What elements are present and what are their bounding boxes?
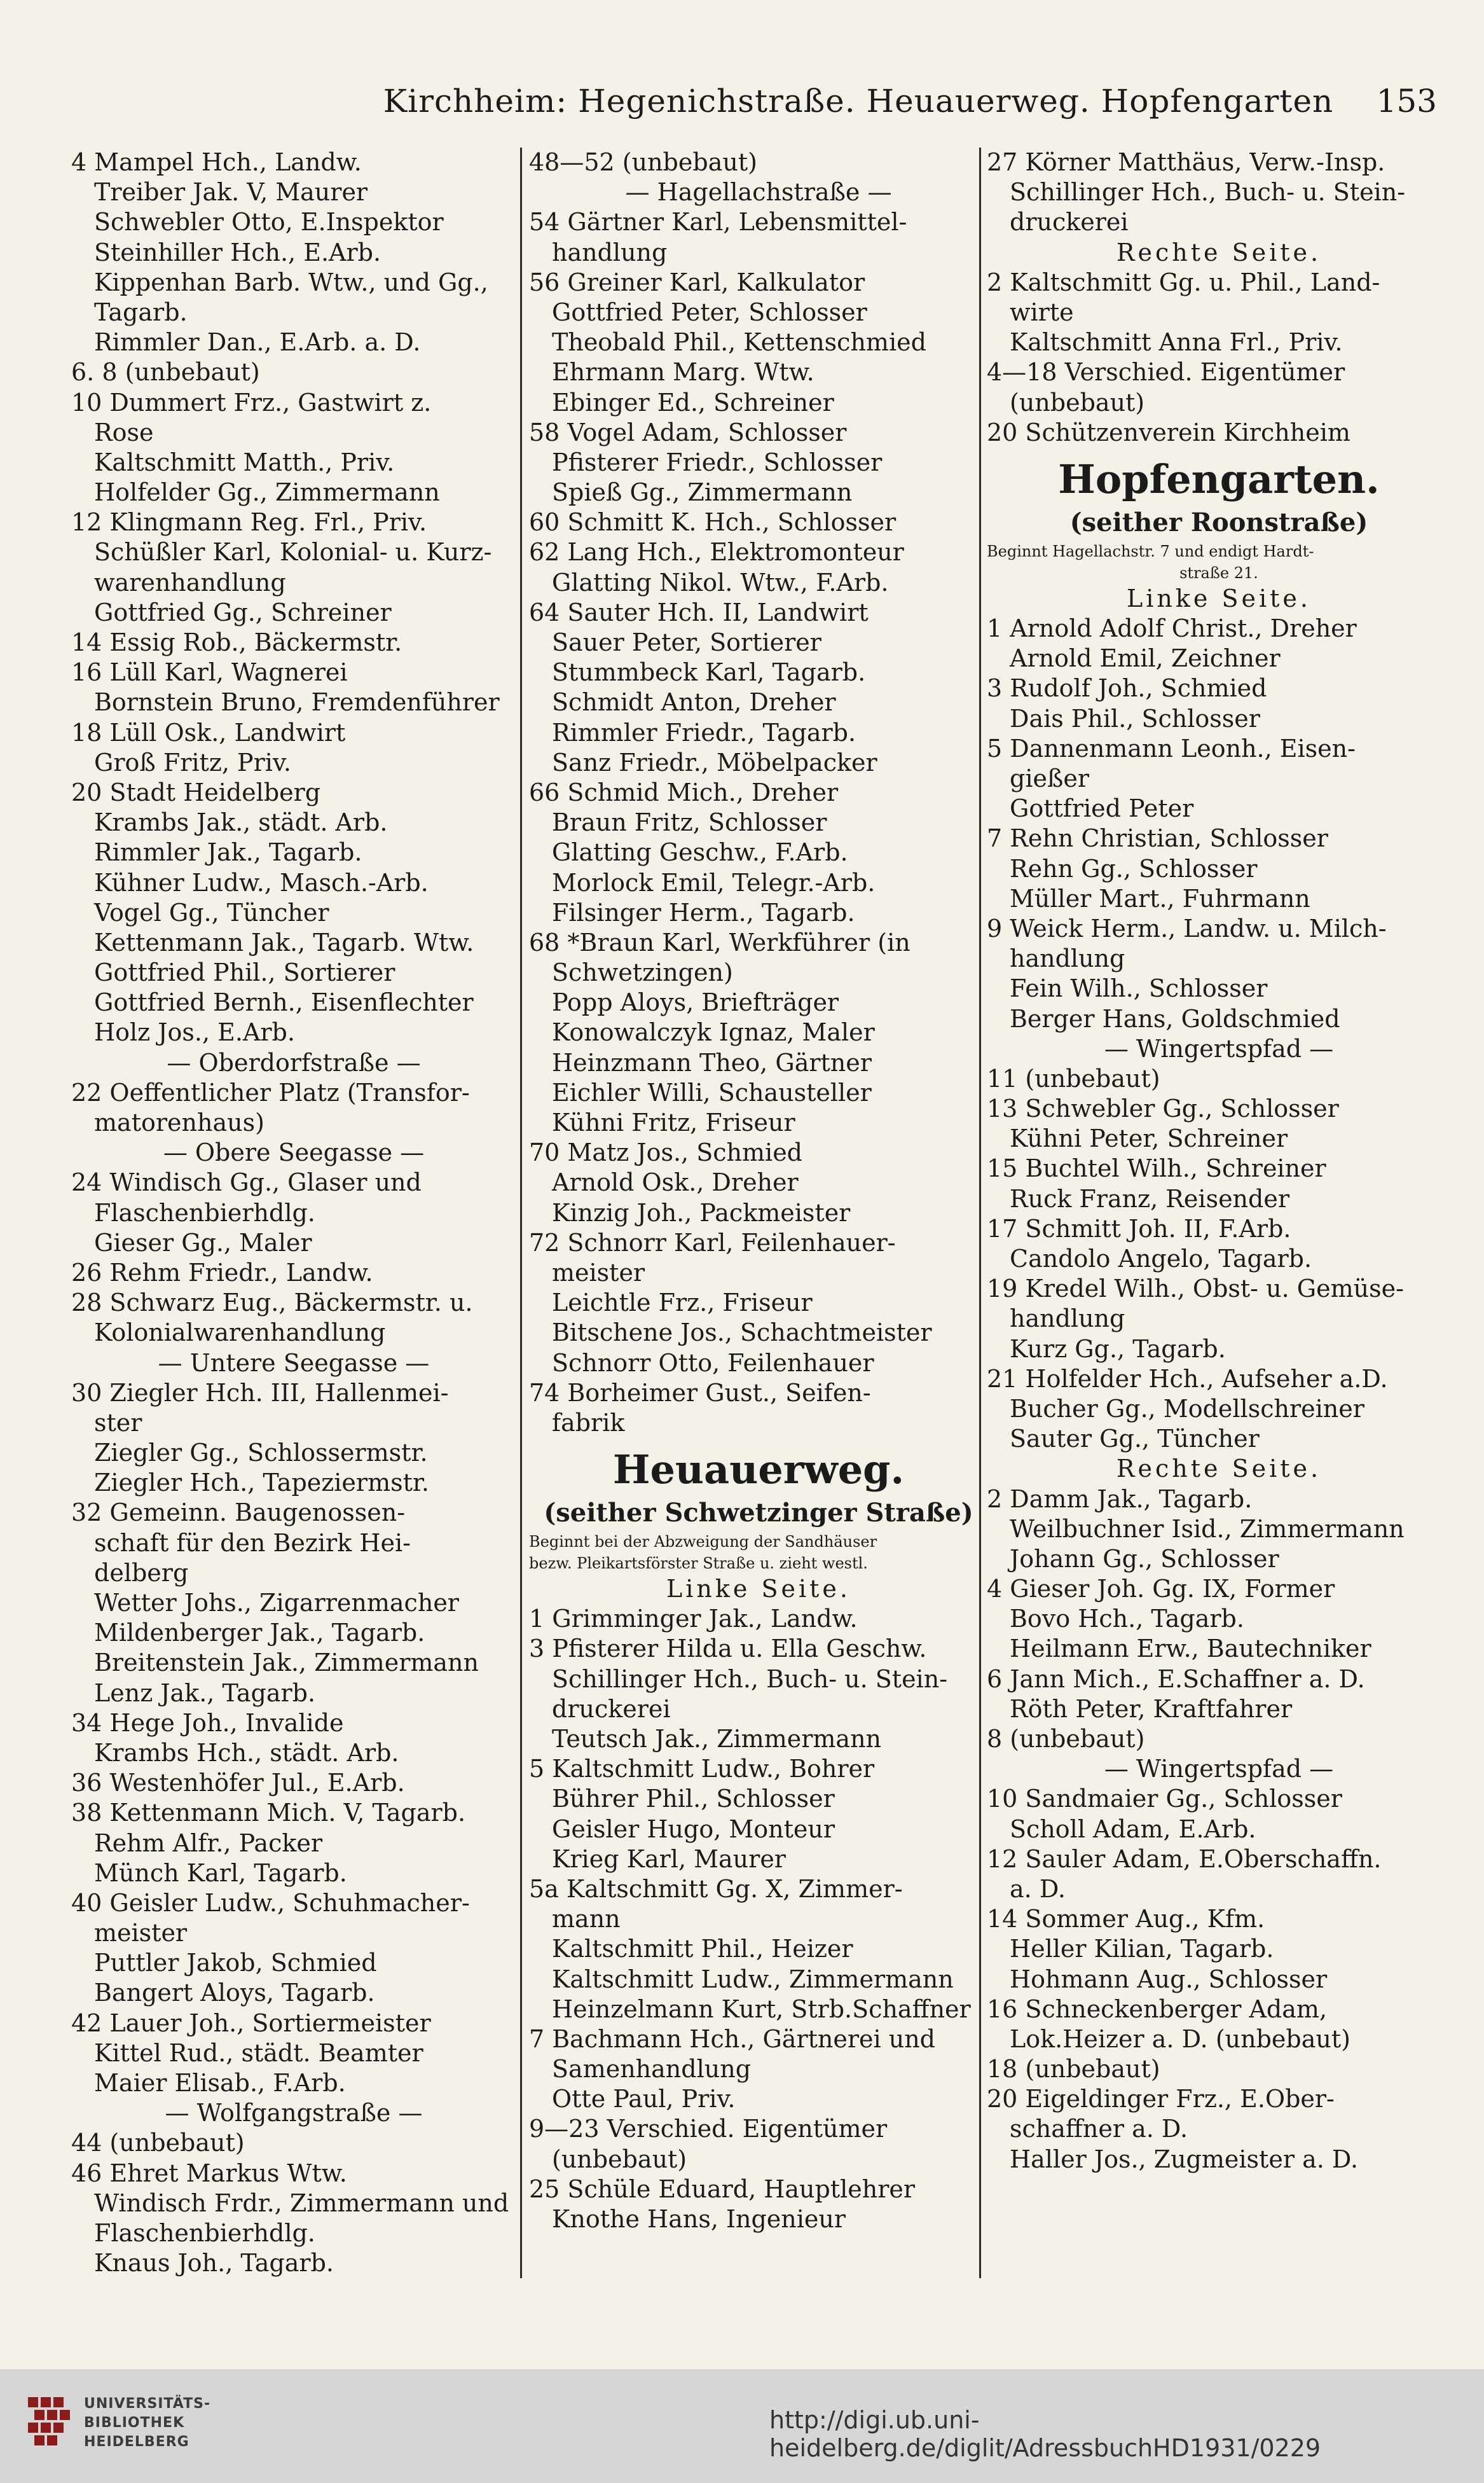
heuauerweg-description-2: bezw. Pleikartsförster Straße u. zieht westl.: [529, 1554, 868, 1573]
column-divider-1: [520, 148, 522, 2278]
hopfengarten-description-1: Beginnt Hagellachstr. 7 und endigt Hardt-: [987, 542, 1314, 560]
directory-entry: 30 Ziegler Hch. III, Hallenmei-: [71, 1378, 449, 1407]
directory-entry: Kühni Fritz, Friseur: [552, 1109, 795, 1137]
directory-entry: Arnold Osk., Dreher: [552, 1168, 799, 1197]
directory-entry: 9 Weick Herm., Landw. u. Milch-: [987, 914, 1387, 943]
directory-entry: 56 Greiner Karl, Kalkulator: [529, 268, 865, 296]
directory-entry: 4 Mampel Hch., Landw.: [71, 148, 362, 176]
directory-entry: Rose: [94, 418, 154, 446]
page-header: [381, 83, 1437, 134]
directory-entry: Eichler Willi, Schausteller: [552, 1078, 872, 1107]
directory-entry: schaffner a. D.: [1010, 2115, 1188, 2143]
directory-entry: Weilbuchner Isid., Zimmermann: [1010, 1514, 1405, 1543]
source-url-link[interactable]: http://digi.ub.uni-heidelberg.de/diglit/AdressbuchHD1931/0229: [769, 2406, 1321, 2462]
directory-entry: 4 Gieser Joh. Gg. IX, Former: [987, 1575, 1335, 1603]
directory-entry: 2 Damm Jak., Tagarb.: [987, 1484, 1253, 1513]
directory-entry: 40 Geisler Ludw., Schuhmacher-: [71, 1888, 470, 1917]
directory-entry: Schwebler Otto, E.Inspektor: [94, 208, 444, 237]
heuauerweg-description-1: Beginnt bei der Abzweigung der Sandhäuser: [529, 1533, 877, 1551]
directory-entry: 68 *Braun Karl, Werkführer (in: [529, 928, 910, 957]
directory-entry: Kippenhan Barb. Wtw., und Gg.,: [94, 268, 488, 296]
directory-entry: Arnold Emil, Zeichner: [1010, 644, 1281, 673]
directory-entry: handlung: [552, 238, 668, 266]
directory-entry: 5a Kaltschmitt Gg. X, Zimmer-: [529, 1874, 903, 1903]
directory-entry: 70 Matz Jos., Schmied: [529, 1138, 803, 1167]
directory-entry: Heilmann Erw., Bautechniker: [1010, 1635, 1371, 1663]
directory-entry: 3 Pfisterer Hilda u. Ella Geschw.: [529, 1635, 927, 1663]
directory-entry: Bitschene Jos., Schachtmeister: [552, 1318, 932, 1347]
directory-entry: 21 Holfelder Hch., Aufseher a.D.: [987, 1364, 1388, 1393]
heuauerweg-section-header: [529, 1438, 988, 1604]
hopfengarten-description-2: straße 21.: [1179, 564, 1258, 582]
directory-entry: Holfelder Gg., Zimmermann: [94, 478, 440, 507]
cross-street-marker: — Wingertspfad —: [1104, 1755, 1334, 1783]
footer-band: [0, 2369, 1484, 2483]
directory-entry: Teutsch Jak., Zimmermann: [552, 1725, 882, 1753]
directory-entry: 20 Stadt Heidelberg: [71, 778, 321, 806]
directory-entry: Popp Aloys, Briefträger: [552, 988, 839, 1017]
directory-entry: 17 Schmitt Joh. II, F.Arb.: [987, 1214, 1291, 1243]
directory-entry: (unbebaut): [1010, 388, 1145, 417]
directory-entry: 64 Sauter Hch. II, Landwirt: [529, 598, 869, 626]
directory-entry: Heinzelmann Kurt, Strb.Schaffner: [552, 1995, 971, 2023]
directory-entry: 14 Essig Rob., Bäckermstr.: [71, 628, 402, 656]
directory-entry: Theobald Phil., Kettenschmied: [552, 328, 926, 357]
directory-entry: Johann Gg., Schlosser: [1010, 1544, 1279, 1573]
page-title: Kirchheim: Hegenichstraße. Heuauerweg. Hopfengarten: [383, 83, 1334, 120]
directory-entry: 8 (unbebaut): [987, 1725, 1145, 1753]
directory-entry: Treiber Jak. V, Maurer: [94, 178, 368, 207]
directory-entry: Schnorr Otto, Feilenhauer: [552, 1348, 874, 1377]
column-2: [529, 148, 988, 2278]
directory-entry: Knothe Hans, Ingenieur: [552, 2205, 846, 2233]
directory-entry: 20 Schützenverein Kirchheim: [987, 418, 1350, 446]
directory-entry: handlung: [1010, 1304, 1125, 1333]
directory-entry: 38 Kettenmann Mich. V, Tagarb.: [71, 1799, 466, 1827]
cross-street-marker: — Wingertspfad —: [1104, 1034, 1334, 1063]
directory-entry: Konowalczyk Ignaz, Maler: [552, 1018, 875, 1047]
directory-entry: Münch Karl, Tagarb.: [94, 1858, 347, 1887]
hopfengarten-entries: [987, 614, 1451, 2175]
directory-entry: Schillinger Hch., Buch- u. Stein-: [1010, 178, 1406, 207]
directory-entry: druckerei: [552, 1694, 671, 1723]
heuauerweg-side-label: Linke Seite.: [666, 1575, 851, 1603]
directory-entry: (unbebaut): [552, 2145, 687, 2173]
directory-entry: 2 Kaltschmitt Gg. u. Phil., Land-: [987, 268, 1380, 296]
directory-entry: Sanz Friedr., Möbelpacker: [552, 748, 877, 777]
logo-text-line-1: UNIVERSITÄTS-: [84, 2396, 211, 2412]
side-label: Rechte Seite.: [1116, 1455, 1322, 1483]
directory-entry: Kaltschmitt Matth., Priv.: [94, 448, 395, 476]
directory-entry: mann: [552, 1905, 621, 1933]
directory-entry: Holz Jos., E.Arb.: [94, 1018, 295, 1047]
directory-entry: 46 Ehret Markus Wtw.: [71, 2159, 347, 2187]
directory-entry: Glatting Geschw., F.Arb.: [552, 838, 848, 867]
directory-entry: 24 Windisch Gg., Glaser und: [71, 1168, 422, 1197]
directory-entry: 62 Lang Hch., Elektromonteur: [529, 538, 904, 567]
directory-entry: Kinzig Joh., Packmeister: [552, 1198, 851, 1227]
directory-entry: 6. 8 (unbebaut): [71, 358, 260, 387]
directory-entry: Kettenmann Jak., Tagarb. Wtw.: [94, 928, 474, 957]
directory-entry: Kurz Gg., Tagarb.: [1010, 1334, 1226, 1363]
logo-text-line-3: HEIDELBERG: [84, 2434, 189, 2450]
directory-entry: druckerei: [1010, 208, 1129, 237]
directory-entry: 74 Borheimer Gust., Seifen-: [529, 1378, 871, 1407]
directory-entry: 48—52 (unbebaut): [529, 148, 757, 176]
directory-entry: 36 Westenhöfer Jul., E.Arb.: [71, 1769, 405, 1797]
directory-entry: 54 Gärtner Karl, Lebensmittel-: [529, 208, 907, 237]
directory-entry: Leichtle Frz., Friseur: [552, 1289, 813, 1317]
directory-entry: 7 Rehn Christian, Schlosser: [987, 824, 1328, 853]
directory-entry: Rimmler Friedr., Tagarb.: [552, 718, 856, 747]
directory-entry: 1 Arnold Adolf Christ., Dreher: [987, 614, 1357, 643]
directory-entry: 3 Rudolf Joh., Schmied: [987, 674, 1267, 703]
directory-entry: 14 Sommer Aug., Kfm.: [987, 1905, 1265, 1933]
directory-entry: Bornstein Bruno, Fremdenführer: [94, 688, 500, 717]
heuauerweg-entries: [529, 1604, 988, 2234]
directory-entry: Gottfried Phil., Sortierer: [94, 958, 395, 987]
hopfengarten-side-label: Linke Seite.: [1127, 584, 1311, 612]
directory-entry: Sauer Peter, Sortierer: [552, 628, 821, 656]
directory-entry: Kühni Peter, Schreiner: [1010, 1124, 1288, 1153]
directory-entry: Wetter Johs., Zigarrenmacher: [94, 1589, 459, 1617]
directory-entry: 66 Schmid Mich., Dreher: [529, 778, 839, 806]
directory-entry: Hohmann Aug., Schlosser: [1010, 1965, 1328, 1993]
cross-street-marker: — Oberdorfstraße —: [167, 1048, 421, 1077]
directory-entry: Schüßler Karl, Kolonial- u. Kurz-: [94, 538, 492, 567]
directory-entry: Flaschenbierhdlg.: [94, 2218, 315, 2247]
heuauerweg-title: Heuauerweg.: [612, 1446, 905, 1493]
directory-entry: 18 Lüll Osk., Landwirt: [71, 718, 346, 747]
column-1: [71, 148, 516, 2278]
directory-entry: Rimmler Dan., E.Arb. a. D.: [94, 328, 421, 357]
directory-entry: Bovo Hch., Tagarb.: [1010, 1605, 1244, 1633]
directory-entry: 10 Dummert Frz., Gastwirt z.: [71, 388, 432, 417]
directory-entry: 32 Gemeinn. Baugenossen-: [71, 1498, 406, 1527]
directory-entry: 42 Lauer Joh., Sortiermeister: [71, 2009, 431, 2037]
directory-entry: Heinzmann Theo, Gärtner: [552, 1048, 872, 1077]
directory-entry: Schillinger Hch., Buch- u. Stein-: [552, 1664, 948, 1693]
directory-entry: 5 Dannenmann Leonh., Eisen-: [987, 734, 1356, 763]
directory-entry: Ziegler Hch., Tapeziermstr.: [94, 1469, 429, 1497]
directory-entry: Fein Wilh., Schlosser: [1010, 974, 1268, 1003]
directory-entry: 13 Schwebler Gg., Schlosser: [987, 1095, 1339, 1123]
directory-entry: Flaschenbierhdlg.: [94, 1198, 315, 1227]
side-label: Rechte Seite.: [1116, 238, 1322, 266]
directory-entry: Kaltschmitt Anna Frl., Priv.: [1010, 328, 1343, 357]
directory-entry: Rehm Alfr., Packer: [94, 1829, 323, 1857]
directory-entry: Scholl Adam, E.Arb.: [1010, 1815, 1256, 1843]
directory-entry: Lenz Jak., Tagarb.: [94, 1678, 316, 1707]
directory-entry: Krambs Hch., städt. Arb.: [94, 1738, 399, 1767]
directory-entry: Lok.Heizer a. D. (unbebaut): [1010, 2024, 1350, 2053]
directory-entry: Kaltschmitt Ludw., Zimmermann: [552, 1965, 954, 1993]
directory-entry: fabrik: [552, 1408, 625, 1437]
cross-street-marker: — Hagellachstraße —: [625, 178, 892, 207]
directory-entry: Kaltschmitt Phil., Heizer: [552, 1935, 853, 1963]
directory-entry: 7 Bachmann Hch., Gärtnerei und: [529, 2024, 936, 2053]
directory-entry: schaft für den Bezirk Hei-: [94, 1528, 411, 1557]
directory-entry: Mildenberger Jak., Tagarb.: [94, 1619, 425, 1647]
directory-entry: Krambs Jak., städt. Arb.: [94, 808, 388, 837]
directory-entry: Gottfried Gg., Schreiner: [94, 598, 392, 626]
directory-entry: Spieß Gg., Zimmermann: [552, 478, 853, 507]
directory-entry: 16 Schneckenberger Adam,: [987, 1995, 1328, 2023]
directory-entry: 72 Schnorr Karl, Feilenhauer-: [529, 1228, 896, 1257]
directory-entry: Groß Fritz, Priv.: [94, 748, 291, 777]
directory-entry: Braun Fritz, Schlosser: [552, 808, 827, 837]
directory-entry: matorenhaus): [94, 1109, 265, 1137]
directory-entry: a. D.: [1010, 1874, 1066, 1903]
directory-entry: Puttler Jakob, Schmied: [94, 1949, 377, 1977]
directory-entry: 34 Hege Joh., Invalide: [71, 1708, 344, 1737]
directory-entry: Gieser Gg., Maler: [94, 1228, 312, 1257]
directory-entry: Rehn Gg., Schlosser: [1010, 854, 1258, 883]
directory-entry: 6 Jann Mich., E.Schaffner a. D.: [987, 1664, 1365, 1693]
directory-entry: 20 Eigeldinger Frz., E.Ober-: [987, 2085, 1335, 2113]
directory-entry: 1 Grimminger Jak., Landw.: [529, 1605, 858, 1633]
directory-entry: Glatting Nikol. Wtw., F.Arb.: [552, 568, 889, 597]
directory-entry: 18 (unbebaut): [987, 2055, 1160, 2084]
directory-entry: Windisch Frdr., Zimmermann und: [94, 2189, 509, 2217]
directory-entry: 22 Oeffentlicher Platz (Transfor-: [71, 1078, 470, 1107]
university-library-logo-icon: [25, 2393, 75, 2451]
directory-entry: Gottfried Bernh., Eisenflechter: [94, 988, 474, 1017]
directory-entry: 26 Rehm Friedr., Landw.: [71, 1258, 373, 1287]
directory-entry: 58 Vogel Adam, Schlosser: [529, 418, 847, 446]
directory-entry: Heller Kilian, Tagarb.: [1010, 1935, 1274, 1963]
cross-street-marker: — Untere Seegasse —: [158, 1348, 430, 1377]
directory-entry: Candolo Angelo, Tagarb.: [1010, 1245, 1312, 1273]
directory-entry: Bangert Aloys, Tagarb.: [94, 1979, 375, 2007]
directory-entry: Bucher Gg., Modellschreiner: [1010, 1394, 1364, 1423]
directory-entry: Tagarb.: [94, 298, 188, 326]
directory-entry: 28 Schwarz Eug., Bäckermstr. u.: [71, 1289, 473, 1317]
directory-entry: 11 (unbebaut): [987, 1064, 1160, 1093]
hegenichstrasse-entries-cont: [529, 148, 988, 1438]
cross-street-marker: — Wolfgangstraße —: [165, 2099, 423, 2127]
directory-entry: 15 Buchtel Wilh., Schreiner: [987, 1154, 1326, 1183]
directory-entry: meister: [94, 1919, 188, 1947]
directory-entry: Kittel Rud., städt. Beamter: [94, 2038, 423, 2067]
directory-entry: 12 Sauler Adam, E.Oberschaffn.: [987, 1844, 1382, 1873]
directory-entry: Schwetzingen): [552, 958, 733, 987]
directory-entry: Otte Paul, Priv.: [552, 2085, 736, 2113]
directory-entry: 12 Klingmann Reg. Frl., Priv.: [71, 508, 427, 537]
hopfengarten-section-header: [987, 448, 1451, 614]
directory-entry: 25 Schüle Eduard, Hauptlehrer: [529, 2175, 916, 2203]
directory-entry: 19 Kredel Wilh., Obst- u. Gemüse-: [987, 1275, 1404, 1303]
directory-entry: Maier Elisab., F.Arb.: [94, 2069, 346, 2097]
directory-entry: 60 Schmitt K. Hch., Schlosser: [529, 508, 897, 537]
directory-entry: Röth Peter, Kraftfahrer: [1010, 1694, 1293, 1723]
directory-entry: Knaus Joh., Tagarb.: [94, 2249, 334, 2278]
directory-entry: Schmidt Anton, Dreher: [552, 688, 836, 717]
directory-entry: Rimmler Jak., Tagarb.: [94, 838, 362, 867]
directory-entry: Ziegler Gg., Schlossermstr.: [94, 1439, 428, 1467]
directory-entry: Breitenstein Jak., Zimmermann: [94, 1649, 479, 1677]
heuauerweg-subtitle: (seither Schwetzinger Straße): [544, 1498, 973, 1528]
directory-entry: wirte: [1010, 298, 1074, 326]
directory-entry: Morlock Emil, Telegr.-Arb.: [552, 868, 876, 897]
page-number: 153: [1376, 83, 1437, 120]
directory-entry: Filsinger Herm., Tagarb.: [552, 898, 855, 927]
directory-entry: 4—18 Verschied. Eigentümer: [987, 358, 1345, 387]
directory-entry: Steinhiller Hch., E.Arb.: [94, 238, 381, 266]
directory-entry: 27 Körner Matthäus, Verw.-Insp.: [987, 148, 1385, 176]
directory-entry: 16 Lüll Karl, Wagnerei: [71, 658, 348, 687]
directory-entry: Gottfried Peter: [1010, 794, 1194, 823]
directory-entry: handlung: [1010, 944, 1125, 973]
directory-entry: 10 Sandmaier Gg., Schlosser: [987, 1785, 1342, 1813]
directory-entry: Kolonialwarenhandlung: [94, 1318, 386, 1347]
directory-entry: Vogel Gg., Tüncher: [94, 898, 329, 927]
directory-entry: Krieg Karl, Maurer: [552, 1844, 786, 1873]
directory-entry: meister: [552, 1258, 645, 1287]
directory-entry: gießer: [1010, 764, 1090, 792]
directory-entry: Stummbeck Karl, Tagarb.: [552, 658, 866, 687]
directory-entry: Berger Hans, Goldschmied: [1010, 1004, 1340, 1033]
directory-entry: Haller Jos., Zugmeister a. D.: [1010, 2145, 1359, 2173]
cross-street-marker: — Obere Seegasse —: [163, 1138, 425, 1167]
directory-entry: ster: [94, 1408, 142, 1437]
directory-entry: Ebinger Ed., Schreiner: [552, 388, 834, 417]
column-3: [987, 148, 1451, 2278]
directory-entry: Pfisterer Friedr., Schlosser: [552, 448, 883, 476]
directory-entry: Ehrmann Marg. Wtw.: [552, 358, 814, 387]
directory-entry: Geisler Hugo, Monteur: [552, 1815, 835, 1843]
directory-entry: Gottfried Peter, Schlosser: [552, 298, 867, 326]
directory-entry: Sauter Gg., Tüncher: [1010, 1425, 1260, 1453]
hopfengarten-subtitle: (seither Roonstraße): [1069, 507, 1368, 537]
directory-entry: Bührer Phil., Schlosser: [552, 1785, 835, 1813]
directory-entry: 44 (unbebaut): [71, 2129, 245, 2157]
directory-entry: warenhandlung: [94, 568, 286, 597]
directory-entry: delberg: [94, 1558, 189, 1587]
directory-entry: 9—23 Verschied. Eigentümer: [529, 2115, 888, 2143]
logo-text-line-2: BIBLIOTHEK: [84, 2415, 185, 2431]
directory-entry: Ruck Franz, Reisender: [1010, 1184, 1290, 1213]
directory-entry: Samenhandlung: [552, 2055, 752, 2084]
directory-entry: Kühner Ludw., Masch.-Arb.: [94, 868, 429, 897]
directory-entry: Dais Phil., Schlosser: [1010, 704, 1260, 733]
heuauerweg-entries-cont: [987, 148, 1451, 448]
directory-entry: Müller Mart., Fuhrmann: [1010, 884, 1310, 913]
hopfengarten-title: Hopfengarten.: [1058, 455, 1380, 502]
directory-entry: 5 Kaltschmitt Ludw., Bohrer: [529, 1755, 875, 1783]
